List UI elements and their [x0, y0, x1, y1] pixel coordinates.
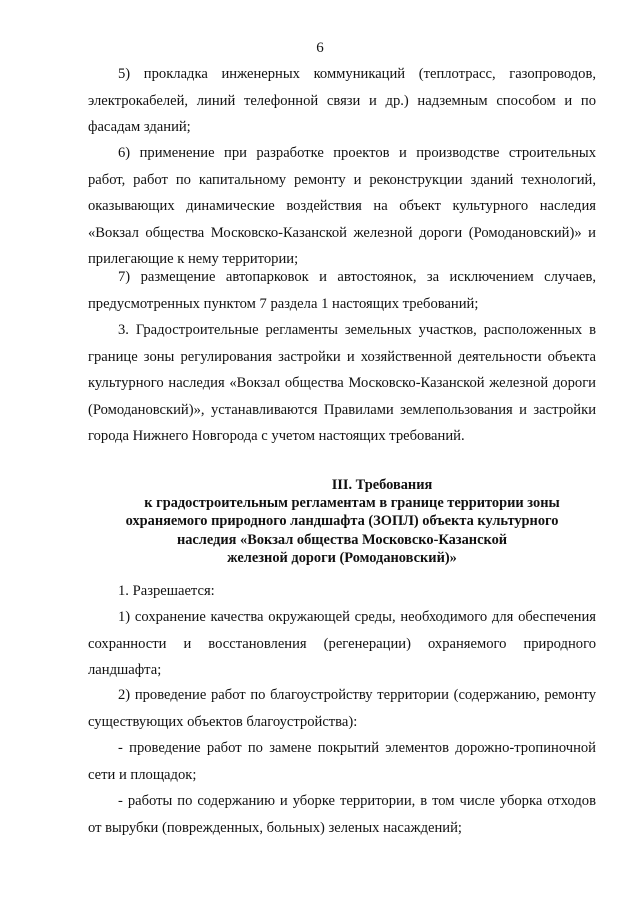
paragraph-item-1: 1) сохранение качества окружающей среды, необходимого для обеспечения сохранности и восстановления (регенерации) охраняемого природного ландшафта;: [88, 609, 596, 678]
paragraph-item-7: 7) размещение автопарковок и автостоянок, за исключением случаев, предусмотренных пунктом 7 раздела 1 настоящих требований;: [88, 269, 596, 312]
paragraph-section-3: 3. Градостроительные регламенты земельных участков, расположенных в границе зоны регулирования застройки и хозяйственной деятельности объекта культурного наследия «Вокзал общества Московско-Казанской железной дороги (Ромодановский)», устанавливаются Правилами землепользования и застройки города Нижнего Новгорода с учетом настоящих требований.: [88, 322, 596, 444]
paragraph-item-5: 5) прокладка инженерных коммуникаций (теплотрасс, газопроводов, электрокабелей, линий телефонной связи и др.) надземным способом и по фасадам зданий;: [88, 66, 596, 135]
paragraph-permitted: 1. Разрешается:: [118, 583, 215, 599]
heading-line-1: III. Требования: [331, 477, 433, 493]
heading-line-3: охраняемого природного ландшафта (ЗОПЛ) объекта культурного: [125, 513, 559, 530]
heading-line-5: железной дороги (Ромодановский)»: [227, 549, 457, 566]
paragraph-item-2: 2) проведение работ по благоустройству территории (содержанию, ремонту существующих объектов благоустройства):: [88, 687, 596, 730]
page-number: 6: [316, 40, 324, 56]
heading-line-2: к градостроительным регламентам в границе территории зоны: [144, 495, 560, 512]
heading-line-4: наследия «Вокзал общества Московско-Казанской: [176, 531, 508, 548]
section-heading: [88, 476, 596, 567]
paragraph-dash-1: - проведение работ по замене покрытий элементов дорожно-тропиночной сети и площадок;: [88, 740, 596, 783]
paragraph-item-6: 6) применение при разработке проектов и производстве строительных работ, работ по капитальному ремонту и реконструкции зданий технологий, оказывающих динамические воздействия на объект культурного наследия «Вокзал общества Московско-Казанской железной дороги (Ромодановский)» и прилегающие к нему территории;: [88, 145, 596, 267]
paragraph-dash-2: - работы по содержанию и уборке территории, в том числе уборка отходов от вырубки (поврежденных, больных) зеленых насаждений;: [88, 793, 596, 836]
